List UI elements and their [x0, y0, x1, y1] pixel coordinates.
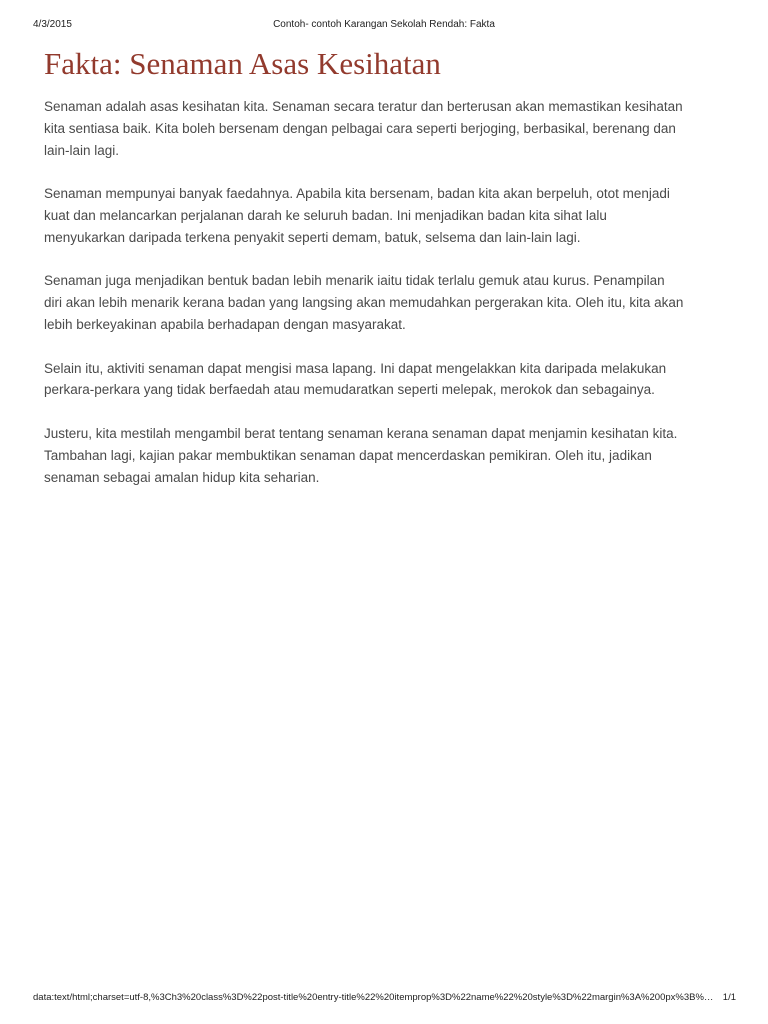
post [44, 44, 684, 510]
document-title: Contoh- contoh Karangan Sekolah Rendah: Fakta [273, 19, 495, 30]
paragraph-2: Senaman mempunyai banyak faedahnya. Apabila kita bersenam, badan kita akan berpeluh, otot menjadi kuat dan melancarkan perjalanan darah ke seluruh badan. Ini menjadikan badan kita sihat lalu menyukarkan daripada terkena penyakit seperti demam, batuk, selsema dan lain-lain lagi. [44, 186, 670, 245]
print-footer [0, 992, 768, 1006]
paragraph-5: Justeru, kita mestilah mengambil berat tentang senaman kerana senaman dapat menjamin kesihatan kita. Tambahan lagi, kajian pakar membuktikan senaman dapat mencerdaskan pemikiran. Oleh itu, jadikan senaman sebagai amalan hidup kita seharian. [44, 425, 678, 485]
print-header [0, 19, 768, 33]
paragraph-3: Senaman juga menjadikan bentuk badan lebih menarik iaitu tidak terlalu gemuk atau kurus. Penampilan diri akan lebih menarik kerana badan yang langsing akan memudahkan pergerakan kita. Oleh itu, kita akan lebih berkeyakinan apabila berhadapan dengan masyarakat. [44, 273, 684, 332]
page-number: 1/1 [722, 992, 736, 1003]
paragraph-4: Selain itu, aktiviti senaman dapat mengisi masa lapang. Ini dapat mengelakkan kita daripada melakukan perkara-perkara yang tidak berfaedah atau memudaratkan seperti melepak, merokok dan sebagainya. [44, 360, 667, 398]
paragraph-1: Senaman adalah asas kesihatan kita. Senaman secara teratur dan berterusan akan memastikan kesihatan kita sentiasa baik. Kita boleh bersenam dengan pelbagai cara seperti berjoging, berbasikal, berenang dan lain-lain lagi. [44, 99, 683, 158]
print-date: 4/3/2015 [33, 19, 72, 30]
post-body [44, 96, 684, 488]
post-title: Fakta: Senaman Asas Kesihatan [44, 46, 441, 81]
source-url: data:text/html;charset=utf-8,%3Ch3%20class%3D%22post-title%20entry-title%22%20itemprop%3D%22name%22%20style%3D%22margin%3A%200px%3B%… [33, 992, 713, 1003]
